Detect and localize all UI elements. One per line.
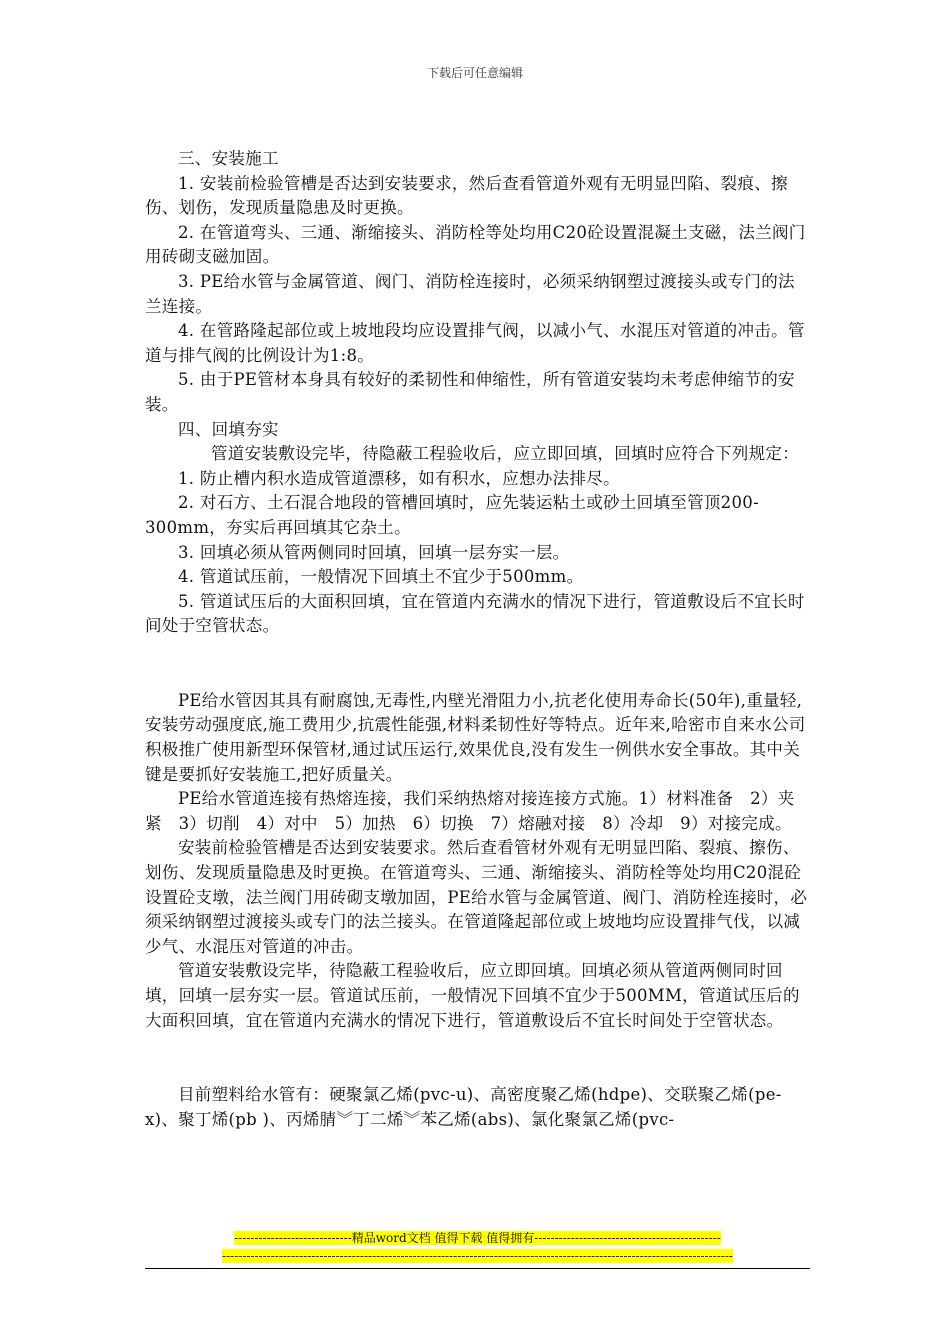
footer-dashes-text: ------------------------------------------------------------------------------------------------------------------------------ xyxy=(222,1249,733,1263)
summary-paragraph-1: PE给水管因其具有耐腐蚀,无毒性,内壁光滑阻力小,抗老化使用寿命长(50年),重量轻,安装劳动强度底,施工费用少,抗震性能强,材料柔韧性好等特点。近年来,哈密市自来水公司积极推广使用新型环保管材,通过试压运行,效果优良,没有发生一例供水安全事故。其中关键是要抓好安装施工,把好质量关。 xyxy=(145,690,806,784)
section-4-item-2: 2. 对石方、土石混合地段的管槽回填时，应先装运粘土或砂土回填至管顶200-300mm，夯实后再回填其它杂土。 xyxy=(145,493,759,537)
section-4-item-1: 1. 防止槽内积水造成管道漂移，如有积水，应想办法排尽。 xyxy=(178,468,620,488)
footer-banner-text: -----------------------------精品word文档 值得下载 值得拥有---------------------------------------------- xyxy=(234,1231,721,1245)
section-3-item-3: 3. PE给水管与金属管道、阀门、消防栓连接时，必须采纳钢塑过渡接头或专门的法兰连接。 xyxy=(145,271,795,316)
section-4-item-3: 3. 回填必须从管两侧同时回填，回填一层夯实一层。 xyxy=(178,542,570,562)
section-4-title: 四、回填夯实 xyxy=(178,419,279,439)
section-3-item-1: 1. 安装前检验管槽是否达到安装要求，然后查看管道外观有无明显凹陷、裂痕、擦伤、划伤，发现质量隐患及时更换。 xyxy=(145,173,788,218)
section-3-item-5: 5. 由于PE管材本身具有较好的柔韧性和伸缩性，所有管道安装均未考虑伸缩节的安装。 xyxy=(145,370,795,414)
summary-paragraph-4: 管道安装敷设完毕，待隐蔽工程验收后，应立即回填。回填必须从管道两侧同时回填，回填一层夯实一层。管道试压前，一般情况下回填不宜少于500MM，管道试压后的大面积回填，宜在管道内充满水的情况下进行，管道敷设后不宜长时间处于空管状态。 xyxy=(145,961,800,1030)
footer-dashes xyxy=(145,1247,810,1265)
spacer xyxy=(145,1033,810,1083)
section-4-item-5: 5. 管道试压后的大面积回填，宜在管道内充满水的情况下进行，管道敷设后不宜长时间处于空管状态。 xyxy=(145,591,805,636)
page-footer xyxy=(145,1229,810,1269)
footer-rule xyxy=(145,1268,810,1269)
section-3-item-2: 2. 在管道弯头、三通、渐缩接头、消防栓等处均用C20砼设置混凝土支磁，法兰阀门用砖砌支磁加固。 xyxy=(145,222,806,267)
spacer xyxy=(145,639,810,689)
page-header: 下载后可任意编辑 xyxy=(426,66,523,80)
section-4-intro: 管道安装敷设完毕，待隐蔽工程验收后，应立即回填，回填时应符合下列规定： xyxy=(211,444,799,464)
footer-banner xyxy=(145,1229,810,1247)
section-3-title: 三、安装施工 xyxy=(178,149,279,168)
summary-paragraph-2: PE给水管道连接有热熔连接，我们采纳热熔对接连接方式施。1）材料准备 2）夹紧 3）切削 4）对中 5）加热 6）切换 7）熔融对接 8）冷却 9）对接完成。 xyxy=(145,789,795,833)
plastics-paragraph: 目前塑料给水管有：硬聚氯乙烯(pvc-u)、高密度聚乙烯(hdpe)、交联聚乙烯(pe-x)、聚丁烯(pb )、丙烯腈︾丁二烯︾苯乙烯(abs)、氯化聚氯乙烯(pvc- xyxy=(145,1085,782,1129)
document-body xyxy=(145,147,810,1132)
section-4-item-4: 4. 管道试压前，一般情况下回填土不宜少于500mm。 xyxy=(178,567,584,587)
section-3-item-4: 4. 在管路隆起部位或上坡地段均应设置排气阀，以减小气、水混压对管道的冲击。管道与排气阀的比例设计为1:8。 xyxy=(145,321,805,365)
summary-paragraph-3: 安装前检验管槽是否达到安装要求。然后查看管材外观有无明显凹陷、裂痕、擦伤、划伤、发现质量隐患及时更换。在管道弯头、三通、渐缩接头、消防栓等处均用C20混砼设置砼支墩，法兰阀门用砖砌支墩加固，PE给水管与金属管道、阀门、消防栓连接时，必须采纳钢塑过渡接头或专门的法兰接头。在管道隆起部位或上坡地均应设置排气伐，以减少气、水混压对管道的冲击。 xyxy=(145,838,808,956)
